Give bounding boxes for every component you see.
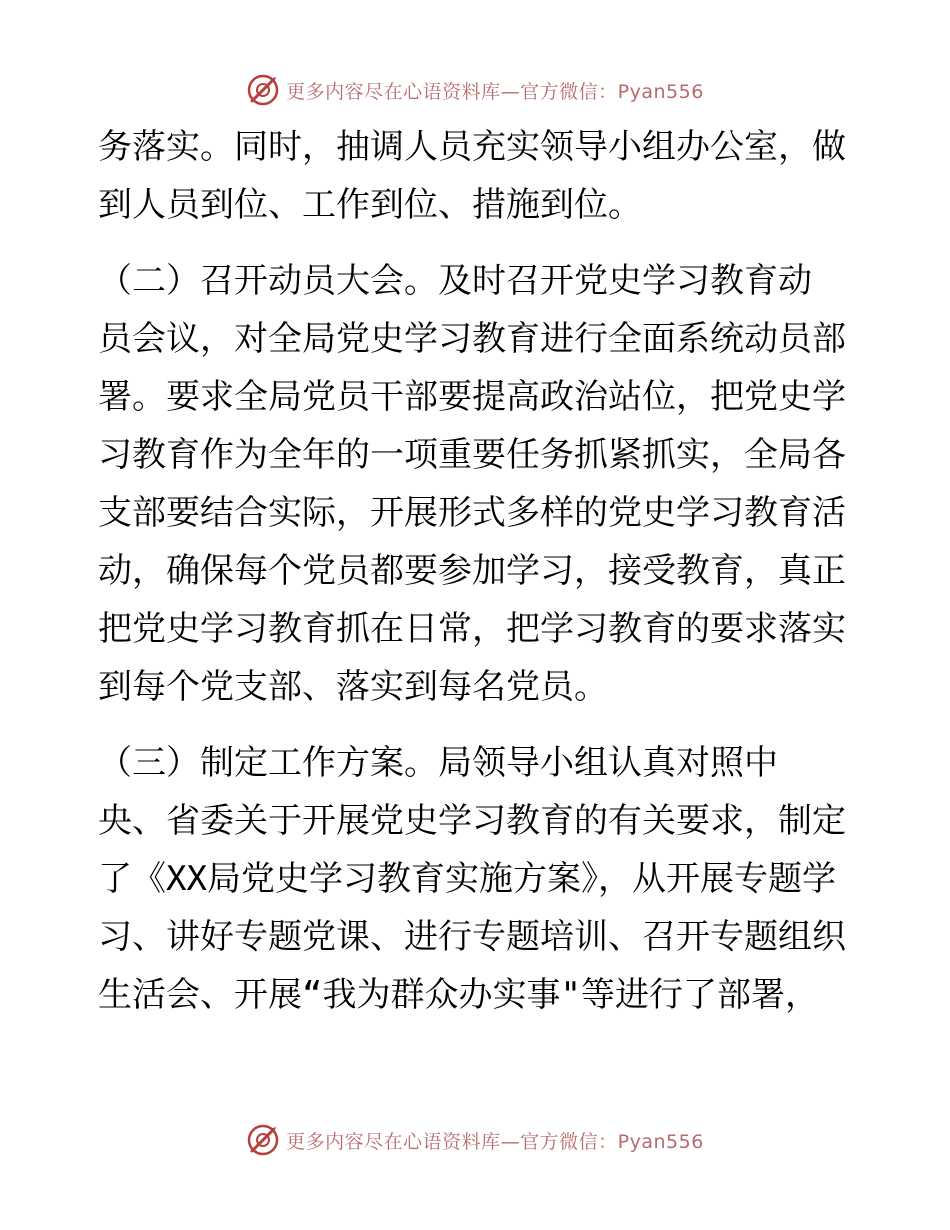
text-line: 到每个党支部、落实到每名党员。 <box>98 667 608 707</box>
paragraph-2 <box>98 252 858 716</box>
watermark-text: 更多内容尽在心语资料库—官方微信：Pyan556 <box>286 1130 704 1153</box>
text-line: 生活会、开展“我为群众办实事"等进行了部署， <box>98 975 819 1015</box>
text-line: 央、省委关于开展党史学习教育的有关要求，制定 <box>98 801 846 841</box>
text-line: 员会议，对全局党史学习教育进行全面系统动员部 <box>98 319 846 359</box>
document-body <box>98 118 858 1024</box>
text-line: 了《XX局党史学习教育实施方案》，从开展专题学 <box>98 859 836 899</box>
watermark-header <box>0 70 950 110</box>
text-line: 习、讲好专题党课、进行专题培训、召开专题组织 <box>98 917 846 957</box>
text-line: （二）召开动员大会。及时召开党史学习教育动 <box>98 261 812 301</box>
text-line: 支部要结合实际，开展形式多样的党史学习教育活 <box>98 493 846 533</box>
text-line: 署。要求全局党员干部要提高政治站位，把党史学 <box>98 377 846 417</box>
text-line: 把党史学习教育抓在日常，把学习教育的要求落实 <box>98 609 846 649</box>
paragraph-1 <box>98 118 858 234</box>
watermark-footer <box>0 1120 950 1160</box>
paragraph-3 <box>98 734 858 1024</box>
text-line: 习教育作为全年的一项重要任务抓紧抓实，全局各 <box>98 435 846 475</box>
text-line: 到人员到位、工作到位、措施到位。 <box>98 185 642 225</box>
text-line: （三）制定工作方案。局领导小组认真对照中 <box>98 743 778 783</box>
text-line: 务落实。同时，抽调人员充实领导小组办公室，做 <box>98 127 846 167</box>
text-line: 动，确保每个党员都要参加学习，接受教育，真正 <box>98 551 846 591</box>
watermark-logo-icon <box>246 73 280 107</box>
watermark-text: 更多内容尽在心语资料库—官方微信：Pyan556 <box>286 80 704 103</box>
watermark-logo-icon <box>246 1123 280 1157</box>
